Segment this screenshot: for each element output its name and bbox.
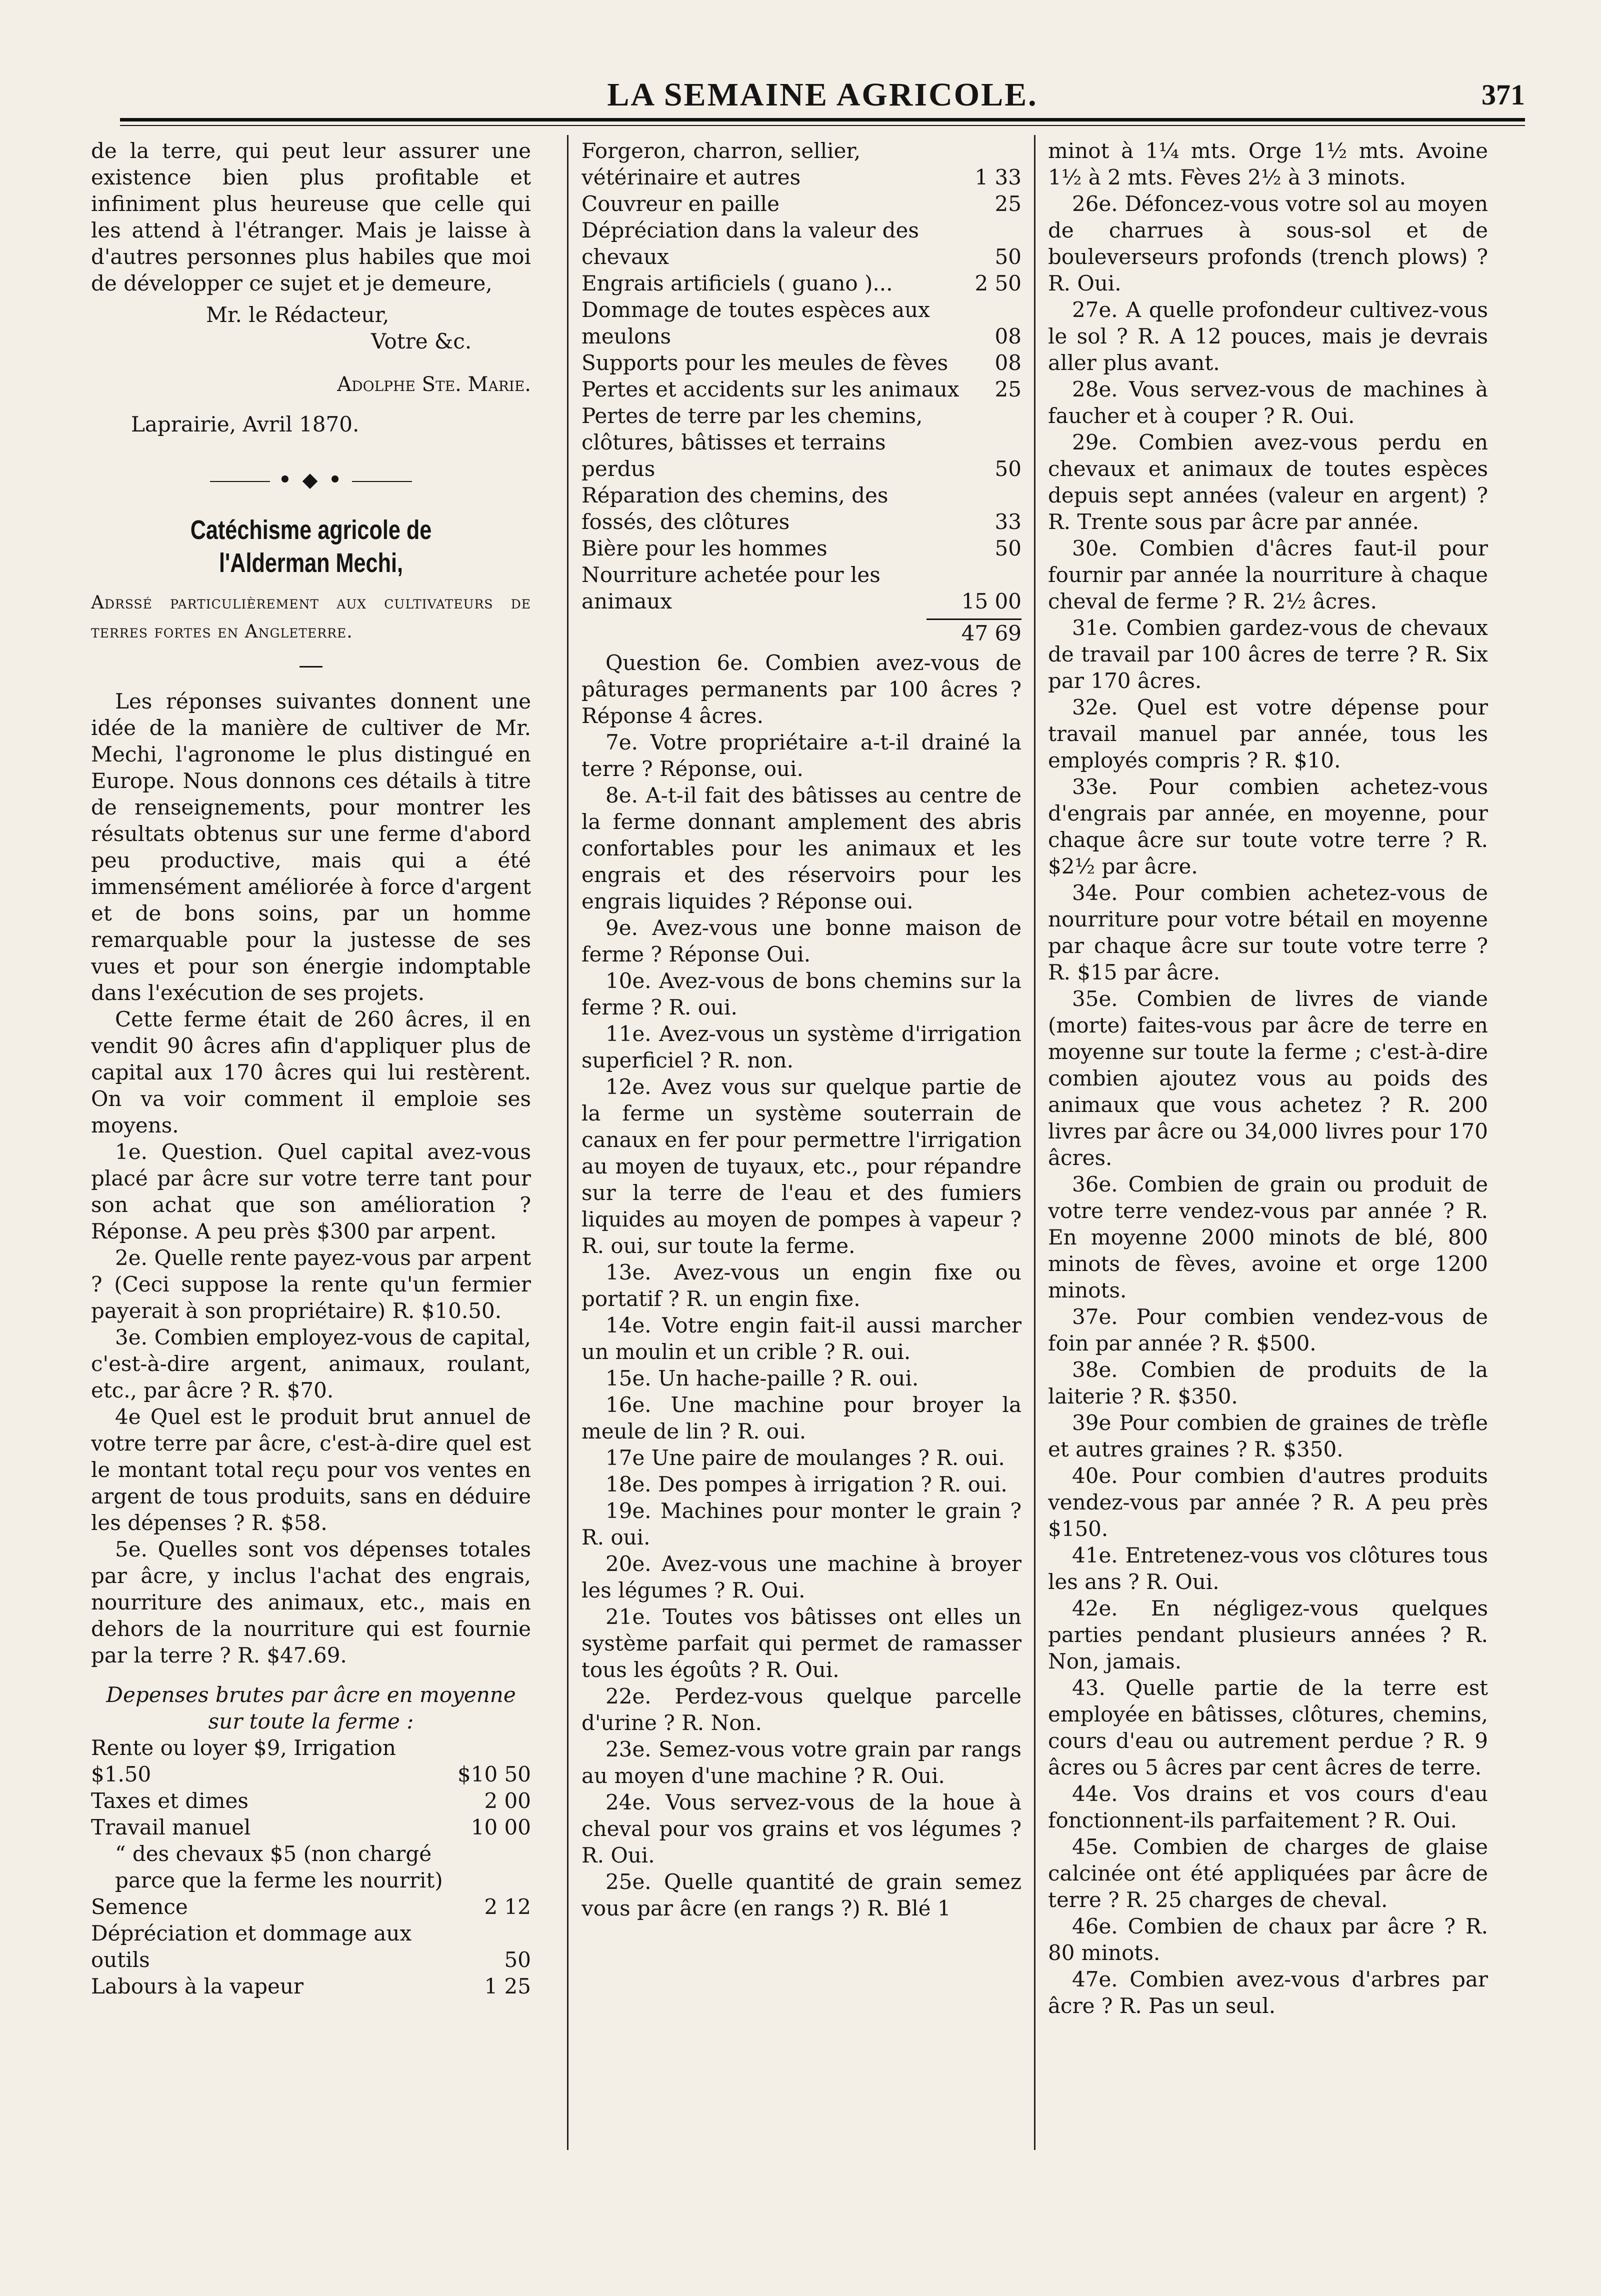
- running-title: LA SEMAINE AGRICOLE.: [607, 76, 1038, 113]
- paragraph: 9e. Avez-vous une bonne maison de ferme ? Réponse Oui.: [582, 916, 1022, 966]
- paragraph: 23e. Semez-vous votre grain par rangs au moyen d'une machine ? R. Oui.: [582, 1737, 1022, 1788]
- expense-row: Taxes et dimes 2 00: [91, 1788, 531, 1813]
- paragraph: 21e. Toutes vos bâtisses ont elles un système parfait qui permet de ramasser tous les égoûts ? R. Oui.: [582, 1604, 1022, 1682]
- paragraph: 8e. A-t-il fait des bâtisses au centre de la ferme donnant amplement des abris confortables pour les animaux et les engrais et des réservoirs pour les engrais liquides ? Réponse oui.: [582, 783, 1022, 914]
- paragraph: 30e. Combien d'âcres faut-il pour fournir par année la nourriture à chaque cheval de ferme ? R. 2½ âcres.: [1048, 536, 1488, 614]
- paragraph: 18e. Des pompes à irrigation ? R. oui.: [606, 1472, 1008, 1496]
- paragraph: 38e. Combien de produits de la laiterie ? R. $350.: [1048, 1358, 1488, 1408]
- paragraph: 42e. En négligez-vous quelques parties pendant plusieurs années ? R. Non, jamais.: [1048, 1596, 1488, 1674]
- paragraph: Les réponses suivantes donnent une idée de la manière de cultiver de Mr. Mechi, l'agronome le plus distingué en Europe. Nous donnons ces détails à titre de renseignements, pour montrer les résultats obtenus sur une ferme d'abord peu productive, mais qui a été immensément améliorée à force d'argent et de bons soins, par un homme remarquable pour la justesse de ses vues et pour son énergie indomptable dans l'exécution de ses projets.: [91, 689, 531, 1005]
- paragraph: 7e. Votre propriétaire a-t-il drainé la terre ? Réponse, oui.: [582, 730, 1022, 781]
- letter-ending: de la terre, qui peut leur assurer une existence bien plus profitable et infiniment plus heureuse que celle qui les attend à l'étranger. Mais je laisse à d'autres personnes plus habiles que moi de développer ce sujet et je demeure,: [91, 138, 531, 296]
- paragraph: 44e. Vos drains et vos cours d'eau fonctionnent-ils parfaitement ? R. Oui.: [1048, 1782, 1488, 1832]
- letter-closing: Mr. le Rédacteur,: [206, 302, 390, 327]
- paragraph: 29e. Combien avez-vous perdu en chevaux et animaux de toutes espèces depuis sept années (valeur en argent) ? R. Trente sous par âcre par année.: [1048, 430, 1488, 534]
- paragraph: Question 6e. Combien avez-vous de pâturages permanents par 100 âcres ? Réponse 4 âcres.: [582, 650, 1022, 728]
- column-1: [91, 138, 531, 2148]
- paragraph: 47e. Combien avez-vous d'arbres par âcre ? R. Pas un seul.: [1048, 1967, 1488, 2018]
- expense-row: Pertes et accidents sur les animaux 25: [582, 377, 1022, 402]
- article-title: Catéchisme agricole de l'Alderman Mechi,: [190, 515, 432, 578]
- expense-table-heading: Depenses brutes par âcre en moyenne sur toute la ferme :: [106, 1682, 516, 1734]
- paragraph: 2e. Quelle rente payez-vous par arpent ? (Ceci suppose la rente qu'un fermier payerait à son propriétaire) R. $10.50.: [91, 1246, 531, 1323]
- paragraph: 3e. Combien employez-vous de capital, c'est-à-dire argent, animaux, roulant, etc., par âcre ? R. $70.: [91, 1325, 531, 1402]
- expense-row: Dépréciation dans la valeur des chevaux 50: [582, 218, 1022, 269]
- paragraph: 17e Une paire de moulanges ? R. oui.: [606, 1446, 1005, 1470]
- paragraph: 34e. Pour combien achetez-vous de nourriture pour votre bétail en moyenne par chaque âcre sur toute votre terre ? R. $15 par âcre.: [1048, 880, 1488, 984]
- paragraph: 10e. Avez-vous de bons chemins sur la ferme ? R. oui.: [582, 968, 1022, 1020]
- paragraph: 46e. Combien de chaux par âcre ? R. 80 minots.: [1048, 1914, 1488, 1965]
- paragraph: 15e. Un hache-paille ? R. oui.: [606, 1366, 919, 1390]
- paragraph: 33e. Pour combien achetez-vous d'engrais par année, en moyenne, pour chaque âcre sur toute votre terre ? R. $2½ par âcre.: [1048, 774, 1488, 878]
- expense-row: Rente ou loyer $9, Irrigation $1.50 $10 50: [91, 1736, 531, 1786]
- paragraph: 1e. Question. Quel capital avez-vous placé par âcre sur votre terre tant pour son achat que son amélioration ? Réponse. A peu près $300 par arpent.: [91, 1140, 531, 1244]
- letter-signature: Adolphe Ste. Marie.: [337, 373, 531, 396]
- paragraph: 11e. Avez-vous un système d'irrigation superficiel ? R. non.: [582, 1022, 1022, 1072]
- expense-row: Dépréciation et dommage aux outils 50: [91, 1921, 531, 1972]
- page-header: [120, 75, 1525, 115]
- column-3: [1048, 138, 1488, 2148]
- paragraph: 5e. Quelles sont vos dépenses totales par âcre, y inclus l'achat des engrais, nourriture des animaux, etc., mais en dehors de la nourriture qui est fournie par la terre ? R. $47.69.: [91, 1537, 531, 1668]
- paragraph: 25e. Quelle quantité de grain semez vous par âcre (en rangs ?) R. Blé 1: [582, 1870, 1022, 1920]
- paragraph-continued: minot à 1¼ mts. Orge 1½ mts. Avoine 1½ à 2 mts. Fèves 2½ à 3 minots.: [1048, 138, 1488, 190]
- header-rule-thin: [120, 125, 1525, 126]
- paragraph: 24e. Vous servez-vous de la houe à cheval pour vos grains et vos légumes ? R. Oui.: [582, 1790, 1022, 1868]
- expense-row: Labours à la vapeur 1 25: [91, 1974, 531, 1998]
- paragraph: 40e. Pour combien d'autres produits vendez-vous par année ? R. A peu près $150.: [1048, 1464, 1488, 1541]
- paragraph: 4e Quel est le produit brut annuel de votre terre par âcre, c'est-à-dire quel est le montant total reçu pour vos ventes en argent de tous produits, sans en déduire les dépenses ? R. $58.: [91, 1404, 531, 1535]
- paragraph: 43. Quelle partie de la terre est employée en bâtisses, clôtures, chemins, cours d'eau ou autrement perdue ? R. 9 âcres ou 5 âcres par cent âcres de terre.: [1048, 1676, 1488, 1780]
- paragraph: 35e. Combien de livres de viande (morte) faites-vous par âcre de terre en moyenne sur toute la ferme ; c'est-à-dire combien ajoutez vous au poids des animaux que vous achetez ? R. 200 livres par âcre ou 34,000 livres pour 170 âcres.: [1048, 986, 1488, 1170]
- letter-place-date: Laprairie, Avril 1870.: [131, 412, 360, 436]
- paragraph: 20e. Avez-vous une machine à broyer les légumes ? R. Oui.: [582, 1552, 1022, 1602]
- header-rule-thick: [120, 118, 1525, 122]
- column-divider-2: [1034, 135, 1036, 2150]
- expense-row: Dommage de toutes espèces aux meulons 08: [582, 298, 1022, 348]
- paragraph: Cette ferme était de 260 âcres, il en vendit 90 âcres afin d'appliquer plus de capital aux 170 âcres qui lui restèrent. On va voir comment il emploie ses moyens.: [91, 1007, 531, 1138]
- paragraph: 36e. Combien de grain ou produit de votre terre vendez-vous par année ? R. En moyenne 2000 minots de blé, 800 minots de fèves, avoine et orge 1200 minots.: [1048, 1172, 1488, 1302]
- column-2: [582, 138, 1022, 2148]
- paragraph: 45e. Combien de charges de glaise calcinée ont été appliquées par âcre de terre ? R. 25 charges de cheval.: [1048, 1834, 1488, 1912]
- expense-row: Pertes de terre par les chemins, clôtures, bâtisses et terrains perdus 50: [582, 404, 1022, 481]
- section-ornament: • ◆ •: [91, 466, 531, 494]
- paragraph: 27e. A quelle profondeur cultivez-vous le sol ? R. A 12 pouces, mais je devrais aller plus avant.: [1048, 298, 1488, 375]
- paragraph: 41e. Entretenez-vous vos clôtures tous les ans ? R. Oui.: [1048, 1543, 1488, 1594]
- expense-row: Bière pour les hommes 50: [582, 536, 1022, 560]
- paragraph: 39e Pour combien de graines de trèfle et autres graines ? R. $350.: [1048, 1410, 1488, 1462]
- paragraph: 31e. Combien gardez-vous de chevaux de travail par 100 âcres de terre ? R. Six par 170 âcres.: [1048, 616, 1488, 693]
- paragraph: 32e. Quel est votre dépense pour travail manuel par année, tous les employés compris ? R. $10.: [1048, 695, 1488, 772]
- article-subtitle: Adrssé particulièrement aux cultivateurs de terres fortes en Angleterre.: [91, 592, 531, 642]
- short-dash: [91, 652, 531, 678]
- column-divider-1: [567, 135, 568, 2150]
- paragraph: 16e. Une machine pour broyer la meule de lin ? R. oui.: [582, 1392, 1022, 1444]
- expense-row: Forgeron, charron, sellier, vétérinaire et autres 1 33: [582, 138, 1022, 190]
- paragraph: 14e. Votre engin fait-il aussi marcher un moulin et un crible ? R. oui.: [582, 1313, 1022, 1364]
- paragraph: 28e. Vous servez-vous de machines à faucher et à couper ? R. Oui.: [1048, 377, 1488, 428]
- paragraph: 19e. Machines pour monter le grain ? R. oui.: [582, 1498, 1022, 1550]
- expense-row: Engrais artificiels ( guano )... 2 50: [582, 271, 1022, 296]
- letter-votre: Votre &c.: [371, 329, 472, 354]
- expense-row: Supports pour les meules de fèves 08: [582, 350, 1022, 375]
- paragraph: 37e. Pour combien vendez-vous de foin par année ? R. $500.: [1048, 1304, 1488, 1356]
- expense-row: Nourriture achetée pour les animaux 15 00: [582, 562, 1022, 614]
- expense-row: “ des chevaux $5 (non chargé parce que la ferme les nourrit): [115, 1842, 443, 1892]
- paragraph: 13e. Avez-vous un engin fixe ou portatif ? R. un engin fixe.: [582, 1260, 1022, 1311]
- paragraph: 12e. Avez vous sur quelque partie de la ferme un système souterrain de canaux en fer pour permettre l'irrigation au moyen de tuyaux, etc., pour répandre sur la terre de l'eau et des fumiers liquides au moyen de pompes à vapeur ? R. oui, sur toute la ferme.: [582, 1074, 1022, 1258]
- expense-row: Couvreur en paille 25: [582, 192, 1022, 216]
- expense-row: Travail manuel 10 00: [91, 1815, 531, 1840]
- paragraph: 22e. Perdez-vous quelque parcelle d'urine ? R. Non.: [582, 1684, 1022, 1735]
- expense-row: Réparation des chemins, des fossés, des clôtures 33: [582, 483, 1022, 534]
- expense-row: Semence 2 12: [91, 1894, 531, 1919]
- paragraph: 26e. Défoncez-vous votre sol au moyen de charrues à sous-sol et de bouleverseurs profonds (trench plows) ? R. Oui.: [1048, 192, 1488, 296]
- expense-total: 47 69: [961, 621, 1022, 646]
- page-number: 371: [1482, 78, 1525, 111]
